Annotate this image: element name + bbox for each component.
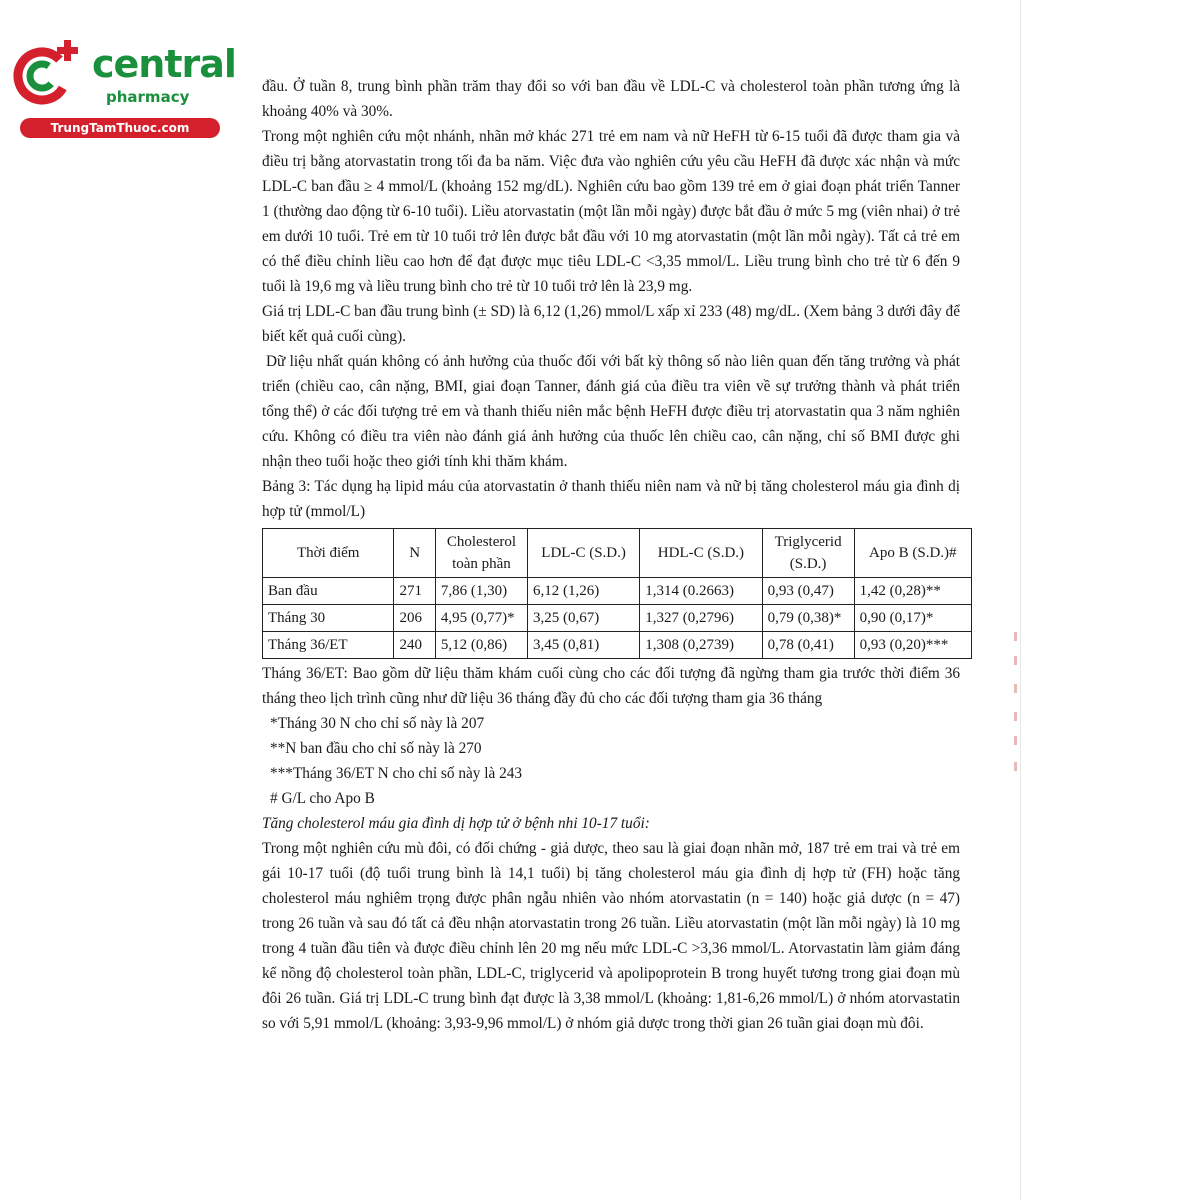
document-body — [262, 74, 960, 1036]
table-row — [263, 605, 972, 632]
table-cell: 1,308 (0,2739) — [640, 632, 762, 659]
paragraph: Trong một nghiên cứu mù đôi, có đối chứng - giả dược, theo sau là giai đoạn nhãn mở, 187 trẻ em trai và trẻ em gái 10-17 tuổi (độ tuổi trung bình là 14,1 tuổi) bị tăng cholesterol máu gia đình dị hợp tử (FH) hoặc tăng cholesterol máu nghiêm trọng được phân ngẫu nhiên vào nhóm atorvastatin (n = 140) hoặc giả dược (n = 47) trong 26 tuần và sau đó tất cả đều nhận atorvastatin trong 26 tuần. Liều atorvastatin (một lần mỗi ngày) là 10 mg trong 4 tuần đầu tiên và được điều chỉnh lên 20 mg nếu mức LDL-C >3,36 mmol/L. Atorvastatin làm giảm đáng kể nồng độ cholesterol toàn phần, LDL-C, triglycerid và apolipoprotein B trong huyết tương trong giai đoạn mù đôi 26 tuần. Giá trị LDL-C trung bình đạt được là 3,38 mmol/L (khoảng: 1,81-6,26 mmol/L) ở nhóm atorvastatin so với 5,91 mmol/L (khoảng: 3,93-9,96 mmol/L) ở nhóm giả dược trong thời gian 26 tuần giai đoạn mù đôi. — [262, 840, 960, 1032]
table-cell: 0,79 (0,38)* — [762, 605, 854, 632]
table-cell: 4,95 (0,77)* — [435, 605, 527, 632]
table-cell: 1,327 (0,2796) — [640, 605, 762, 632]
table-cell: 1,314 (0.2663) — [640, 578, 762, 605]
table-cell: 271 — [394, 578, 435, 605]
logo-name: central — [92, 42, 236, 86]
table-cell: Tháng 36/ET — [263, 632, 394, 659]
table-header: N — [394, 529, 435, 578]
table-header: LDL-C (S.D.) — [527, 529, 639, 578]
section-subheading: Tăng cholesterol máu gia đình dị hợp tử ở bệnh nhi 10-17 tuổi: — [262, 815, 650, 832]
table-cell: 5,12 (0,86) — [435, 632, 527, 659]
table-cell: Ban đầu — [263, 578, 394, 605]
table-footnote: Tháng 36/ET: Bao gồm dữ liệu thăm khám cuối cùng cho các đối tượng đã ngừng tham gia trước thời điểm 36 tháng theo lịch trình cũng như dữ liệu 36 tháng đầy đủ cho các đối tượng tham gia 36 tháng — [262, 665, 960, 707]
table-cell: 3,25 (0,67) — [527, 605, 639, 632]
table-footnote: # G/L cho Apo B — [270, 790, 375, 807]
table-footnote: ***Tháng 36/ET N cho chỉ số này là 243 — [270, 765, 523, 782]
margin-marks — [1014, 632, 1028, 782]
paragraph: Dữ liệu nhất quán không có ảnh hưởng của thuốc đối với bất kỳ thông số nào liên quan đến tăng trưởng và phát triển (chiều cao, cân nặng, BMI, giai đoạn Tanner, đánh giá của điều tra viên về sự trưởng thành và phát triển tổng thể) ở các đối tượng trẻ em và thanh thiếu niên mắc bệnh HeFH được điều trị atorvastatin qua 3 năm nghiên cứu. Không có điều tra viên nào đánh giá ảnh hưởng của thuốc lên chiều cao, cân nặng, chỉ số BMI được ghi nhận theo tuổi hoặc theo giới tính khi thăm khám. — [262, 353, 960, 470]
table-footnote: *Tháng 30 N cho chỉ số này là 207 — [270, 715, 485, 732]
table-cell: 0,90 (0,17)* — [854, 605, 971, 632]
table-cell: 206 — [394, 605, 435, 632]
table-cell: 3,45 (0,81) — [527, 632, 639, 659]
table-cell: 1,42 (0,28)** — [854, 578, 971, 605]
paragraph: Trong một nghiên cứu một nhánh, nhãn mở khác 271 trẻ em nam và nữ HeFH từ 6-15 tuổi đã được tham gia và điều trị bằng atorvastatin trong tối đa ba năm. Việc đưa vào nghiên cứu yêu cầu HeFH đã được xác nhận và mức LDL-C ban đầu ≥ 4 mmol/L (khoảng 152 mg/dL). Nghiên cứu bao gồm 139 trẻ em ở giai đoạn phát triển Tanner 1 (thường dao động từ 6-10 tuổi). Liều atorvastatin (một lần mỗi ngày) được bắt đầu ở mức 5 mg (viên nhai) ở trẻ em dưới 10 tuổi. Trẻ em từ 10 tuổi trở lên được bắt đầu với 10 mg atorvastatin (một lần mỗi ngày). Tất cả trẻ em có thể điều chỉnh liều cao hơn để đạt được mục tiêu LDL-C <3,35 mmol/L. Liều trung bình cho trẻ từ 6 đến 9 tuổi là 19,6 mg và liều trung bình cho trẻ từ 10 tuổi trở lên là 23,9 mg. — [262, 128, 960, 295]
table-header: Triglycerid (S.D.) — [762, 529, 854, 578]
table-header: Thời điểm — [263, 529, 394, 578]
logo-url-badge: TrungTamThuoc.com — [20, 118, 220, 138]
table-caption: Bảng 3: Tác dụng hạ lipid máu của atorvastatin ở thanh thiếu niên nam và nữ bị tăng cholesterol máu gia đình dị hợp tử (mmol/L) — [262, 478, 960, 520]
table-cell: 0,78 (0,41) — [762, 632, 854, 659]
table-cell: 6,12 (1,26) — [527, 578, 639, 605]
table-row — [263, 578, 972, 605]
table-row — [263, 632, 972, 659]
pharmacy-cross-logo-icon — [10, 36, 84, 110]
table-header: Cholesterol toàn phần — [435, 529, 527, 578]
paragraph: đầu. Ở tuần 8, trung bình phần trăm thay đổi so với ban đầu về LDL-C và cholesterol toàn phần tương ứng là khoảng 40% và 30%. — [262, 78, 960, 120]
table-cell: 240 — [394, 632, 435, 659]
logo-subtitle: pharmacy — [106, 88, 190, 106]
table-header-row — [263, 529, 972, 578]
table-header: HDL-C (S.D.) — [640, 529, 762, 578]
paragraph: Giá trị LDL-C ban đầu trung bình (± SD) là 6,12 (1,26) mmol/L xấp xỉ 233 (48) mg/dL. (Xem bảng 3 dưới đây để biết kết quả cuối cùng). — [262, 303, 960, 345]
table-cell: 0,93 (0,20)*** — [854, 632, 971, 659]
table-cell: 0,93 (0,47) — [762, 578, 854, 605]
page-edge — [1020, 0, 1021, 1200]
table-footnote: **N ban đầu cho chỉ số này là 270 — [270, 740, 482, 757]
table-header: Apo B (S.D.)# — [854, 529, 971, 578]
table-cell: Tháng 30 — [263, 605, 394, 632]
central-pharmacy-logo — [10, 36, 236, 136]
lipid-results-table — [262, 528, 972, 659]
table-cell: 7,86 (1,30) — [435, 578, 527, 605]
